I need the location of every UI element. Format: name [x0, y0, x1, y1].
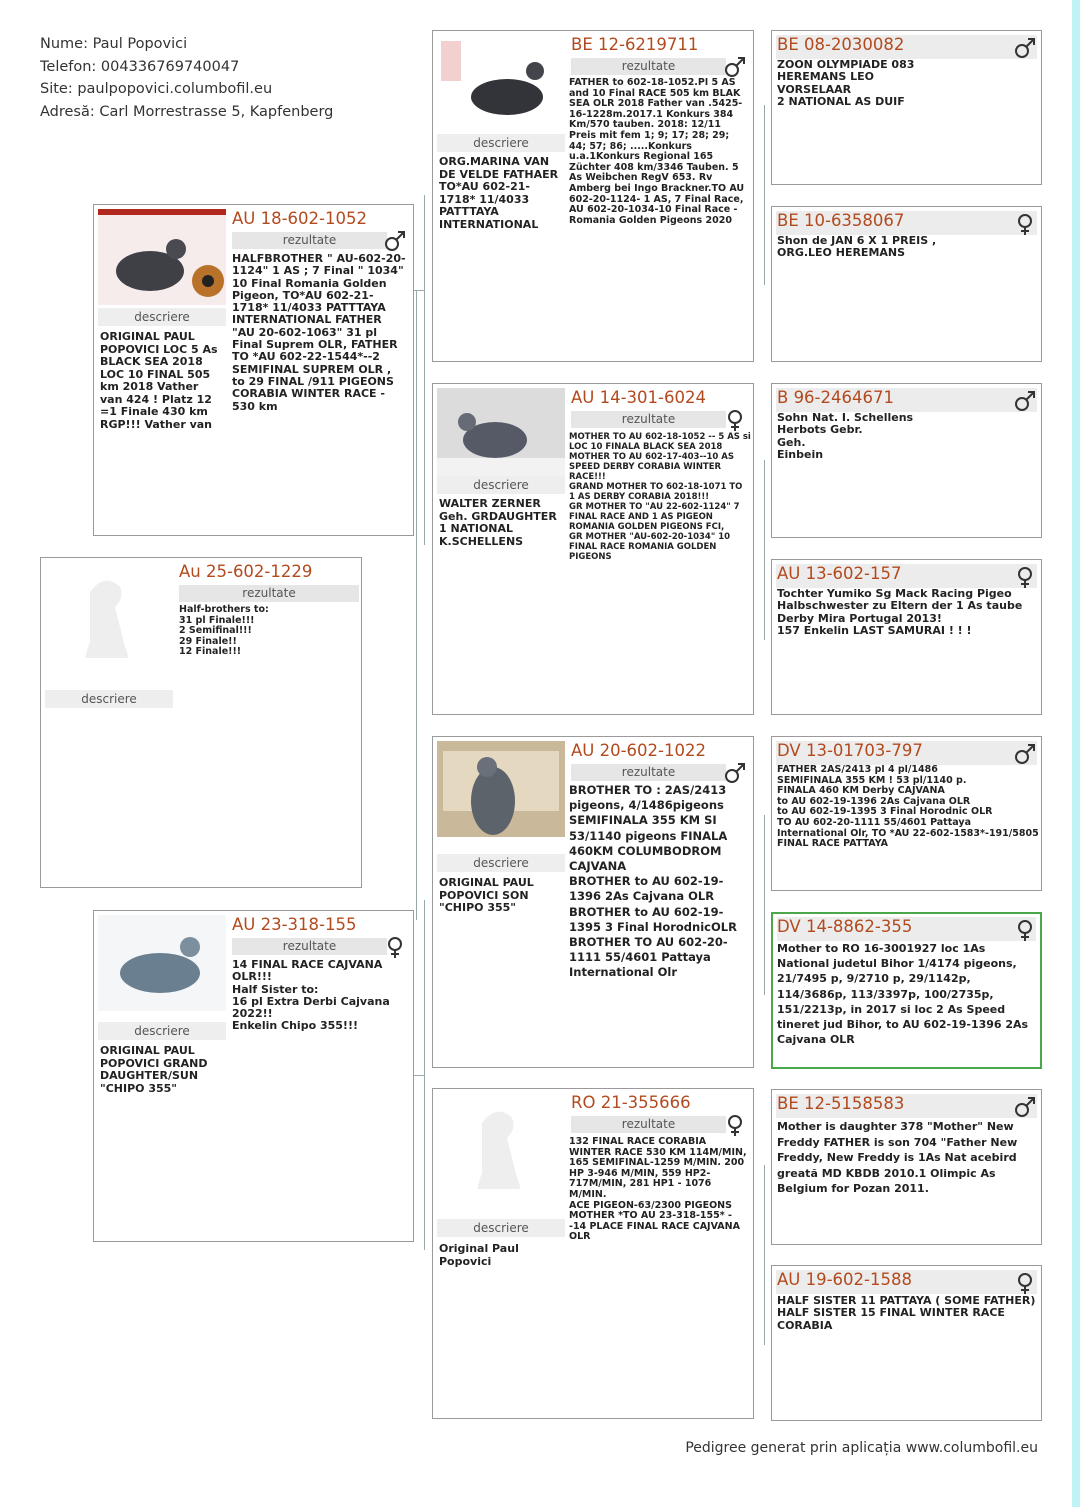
connector: [764, 1165, 765, 1345]
great-grandparent-card[interactable]: [771, 1265, 1042, 1421]
pigeon-info: HALFBROTHER " AU-602-20-1124" 1 AS ; 7 Final " 1034" 10 Final Romania Golden Pigeon, TO*AU 602-21-1718* 11/4033 PATTTAYA INTERNATIONAL FATHER "AU 20-602-1063" 31 pl Final Suprem OLR, FATHER TO *AU 602-22-1544*--2 SEMIFINAL SUPREM OLR , to 29 FINAL /911 PIGEONS CORABIA WINTER RACE - 530 km: [232, 253, 406, 413]
pigeon-info: Sohn Nat. I. Schellens Herbots Gebr. Geh. Einbein: [777, 411, 914, 461]
ring-number: B 96-2464671: [777, 388, 894, 407]
great-grandparent-card[interactable]: [771, 736, 1042, 891]
results-button[interactable]: rezultate: [571, 1116, 726, 1133]
connector: [414, 290, 425, 291]
pigeon-info: BROTHER TO : 2AS/2413 pigeons, 4/1486pigeons SEMIFINALA 355 KM SI 53/1140 pigeons FINALA 460KM COLUMBODROM CAJVANA BROTHER to AU 602-19-1396 2As Cajvana OLR BROTHER to AU 602-19-1395 3 Final HorodnicOLR BROTHER TO AU 602-20-1111 55/4601 Pattaya International Olr: [569, 783, 737, 980]
owner-address: Adresă: Carl Morrestrasse 5, Kapfenberg: [40, 103, 334, 120]
pigeon-info: Shon de JAN 6 X 1 PREIS , ORG.LEO HEREMANS: [777, 234, 937, 260]
female-icon: [1013, 1271, 1037, 1295]
great-grandparent-card[interactable]: [771, 383, 1042, 538]
breeder-notes: ORIGINAL PAUL POPOVICI GRAND DAUGHTER/SUN "CHIPO 355": [100, 1044, 208, 1095]
paternal-grandfather-card[interactable]: [432, 30, 754, 362]
pigeon-photo: [98, 915, 226, 1011]
pigeon-info: HALF SISTER 11 PATTAYA ( SOME FATHER) HALF SISTER 15 FINAL WINTER RACE CORABIA: [777, 1294, 1036, 1332]
female-icon: [1013, 918, 1037, 942]
right-edge-strip: [1072, 0, 1080, 1507]
pigeon-info: Mother to RO 16-3001927 loc 1As National judetul Bihor 1/4174 pigeons, 21/7495 p, 9/2710 p, 29/1142p, 114/3686p, 113/3397p, 100/2735p, 151/2213p, in 2017 si loc 2 As Speed tineret jud Bihor, to AU 602-19-1396 2As Cajvana OLR: [777, 942, 1029, 1047]
owner-site: Site: paulpopovici.columbofil.eu: [40, 81, 273, 97]
ring-number: AU 18-602-1052: [232, 209, 367, 228]
ring-number: AU 19-602-1588: [777, 1270, 912, 1289]
paternal-grandmother-card[interactable]: [432, 383, 754, 715]
female-icon: [723, 408, 747, 432]
pigeon-photo: [437, 388, 565, 484]
pigeon-info: 132 FINAL RACE CORABIA WINTER RACE 530 KM 114M/MIN, 165 SEMIFINAL-1259 M/MIN. 200 HP 3-946 M/MIN, 559 HP2-717M/MIN, 281 HP1 - 1076 M/MIN. ACE PIGEON-63/2300 PIGEONS MOTHER *TO AU 23-318-155* --14 PLACE FINAL RACE CAJVANA OLR: [569, 1136, 747, 1243]
male-icon: [383, 229, 407, 253]
ring-number: BE 12-6219711: [571, 35, 699, 54]
ring-number: RO 21-355666: [571, 1093, 691, 1112]
great-grandparent-card[interactable]: [771, 206, 1042, 362]
female-icon: [383, 935, 407, 959]
description-button[interactable]: descriere: [437, 854, 565, 872]
pigeon-placeholder-image: [45, 562, 173, 658]
pigeon-info: FATHER 2AS/2413 pl 4 pl/1486 SEMIFINALA 355 KM ! 53 pl/1140 p. FINALA 460 KM Derby CAJVANA to AU 602-19-1396 2As Cajvana OLR to AU 602-19-1395 3 Final Horodnic OLR TO AU 602-20-1111 55/4601 Pattaya International Olr, TO *AU 22-602-1583*-191/5805 FINAL RACE PATTAYA: [777, 765, 1039, 850]
ring-number: AU 14-301-6024: [571, 388, 706, 407]
pigeon-info: MOTHER TO AU 602-18-1052 -- 5 AS si LOC 10 FINALA BLACK SEA 2018 MOTHER TO AU 602-17-403--10 AS SPEED DERBY CORABIA WINTER RACE!!! GRAND MOTHER TO 602-18-1071 TO 1 AS DERBY CORABIA 2018!!! GR MOTHER TO "AU 22-602-1124" 7 FINAL RACE AND 1 AS PIGEON ROMANIA GOLDEN PIGEONS FCI, GR MOTHER "AU-602-20-1034" 10 FINAL RACE ROMANIA GOLDEN PIGEONS: [569, 432, 751, 562]
owner-name: Nume: Paul Popovici: [40, 36, 188, 52]
pigeon-info: ZOON OLYMPIADE 083 HEREMANS LEO VORSELAAR 2 NATIONAL AS DUIF: [777, 58, 915, 108]
father-card[interactable]: [93, 204, 414, 536]
pigeon-photo: [437, 741, 565, 837]
ring-number: BE 10-6358067: [777, 211, 905, 230]
breeder-notes: ORIGINAL PAUL POPOVICI LOC 5 As BLACK SEA 2018 LOC 10 FINAL 505 km 2018 Vather van 424 ! Platz 12 =1 Finale 430 km RGP!!! Vather van: [100, 331, 218, 431]
connector: [764, 105, 765, 285]
description-button[interactable]: descriere: [437, 476, 565, 494]
great-grandparent-card-highlighted[interactable]: [771, 912, 1042, 1069]
subject-card[interactable]: [40, 557, 362, 888]
pigeon-info: FATHER to 602-18-1052.Pl 5 AS and 10 Final RACE 505 km BLAK SEA OLR 2018 Father van .5425-16-1228m.2017.1 Konkurs 384 Km/570 tauben. 2018: 12/11 Preis mit fem 1; 9; 17; 28; 29; 44; 57; 86; .....Konkurs u.a.1Konkurs Regional 165 Züchter 408 km/3346 Tauben. 5 As Weibchen RegV 653. Rv Amberg bei Ingo Brackner.TO AU 602-20-1124- 1 AS, 7 Final Race, AU 602-20-1034-10 Final Race - Romania Golden Pigeons 2020: [569, 78, 745, 226]
description-button[interactable]: descriere: [98, 1022, 226, 1040]
pigeon-info: Tochter Yumiko Sg Mack Racing Pigeo Halbschwester zu Eltern der 1 As taube Derby Mira Portugal 2013! 157 Enkelin LAST SAMURAI ! ! !: [777, 587, 1023, 637]
connector: [414, 1075, 425, 1076]
pigeon-photo: [98, 209, 226, 305]
pigeon-info: Mother is daughter 378 "Mother" New Freddy FATHER is son 704 "Father New Freddy, New Freddy is 1As Nat acebird greată MD KBDB 2010.1 Olimpic As Belgium for Pozan 2011.: [777, 1120, 1018, 1195]
ring-number: AU 23-318-155: [232, 915, 357, 934]
maternal-grandmother-card[interactable]: [432, 1088, 754, 1419]
ring-number: Au 25-602-1229: [179, 562, 313, 581]
owner-phone: Telefon: 004336769740047: [40, 58, 240, 75]
results-button[interactable]: rezultate: [179, 585, 359, 602]
female-icon: [723, 1113, 747, 1137]
results-button[interactable]: rezultate: [571, 58, 726, 75]
male-icon: [1013, 36, 1037, 60]
male-icon: [1013, 1095, 1037, 1119]
results-button[interactable]: rezultate: [232, 938, 387, 955]
ring-number: BE 08-2030082: [777, 35, 905, 54]
connector: [764, 460, 765, 640]
maternal-grandfather-card[interactable]: [432, 736, 754, 1068]
male-icon: [723, 761, 747, 785]
great-grandparent-card[interactable]: [771, 1089, 1042, 1245]
breeder-notes: ORIGINAL PAUL POPOVICI SON "CHIPO 355": [439, 876, 534, 914]
male-icon: [1013, 742, 1037, 766]
results-button[interactable]: rezultate: [232, 232, 387, 249]
pigeon-photo: [437, 35, 565, 131]
connector: [764, 815, 765, 995]
great-grandparent-card[interactable]: [771, 559, 1042, 715]
results-button[interactable]: rezultate: [571, 764, 726, 781]
mother-card[interactable]: [93, 910, 414, 1242]
ring-number: AU 20-602-1022: [571, 741, 706, 760]
description-button[interactable]: descriere: [45, 690, 173, 708]
connector: [416, 290, 417, 920]
male-icon: [723, 55, 747, 79]
description-button[interactable]: descriere: [98, 308, 226, 326]
pigeon-info: Half-brothers to: 31 pl Finale!!! 2 Semifinal!!! 29 Finale!! 12 Finale!!!: [179, 604, 269, 658]
results-button[interactable]: rezultate: [571, 411, 726, 428]
breeder-notes: WALTER ZERNER Geh. GRDAUGHTER 1 NATIONAL K.SCHELLENS: [439, 497, 557, 548]
breeder-notes: Original Paul Popovici: [439, 1242, 519, 1268]
ring-number: DV 14-8862-355: [777, 917, 913, 936]
description-button[interactable]: descriere: [437, 1219, 565, 1237]
pigeon-placeholder-image: [437, 1093, 565, 1189]
ring-number: AU 13-602-157: [777, 564, 902, 583]
great-grandparent-card[interactable]: [771, 30, 1042, 185]
female-icon: [1013, 212, 1037, 236]
owner-info: [40, 33, 333, 123]
breeder-notes: ORG.MARINA VAN DE VELDE FATHAER TO*AU 602-21-1718* 11/4033 PATTTAYA INTERNATIONAL: [439, 155, 559, 231]
ring-number: DV 13-01703-797: [777, 741, 923, 760]
connector: [424, 195, 425, 545]
female-icon: [1013, 565, 1037, 589]
footer-credit: Pedigree generat prin aplicația www.columbofil.eu: [685, 1440, 1038, 1456]
pigeon-info: 14 FINAL RACE CAJVANA OLR!!! Half Sister to: 16 pl Extra Derbi Cajvana 2022!! Enkelin Chipo 355!!!: [232, 958, 390, 1033]
male-icon: [1013, 389, 1037, 413]
ring-number: BE 12-5158583: [777, 1094, 905, 1113]
description-button[interactable]: descriere: [437, 134, 565, 152]
